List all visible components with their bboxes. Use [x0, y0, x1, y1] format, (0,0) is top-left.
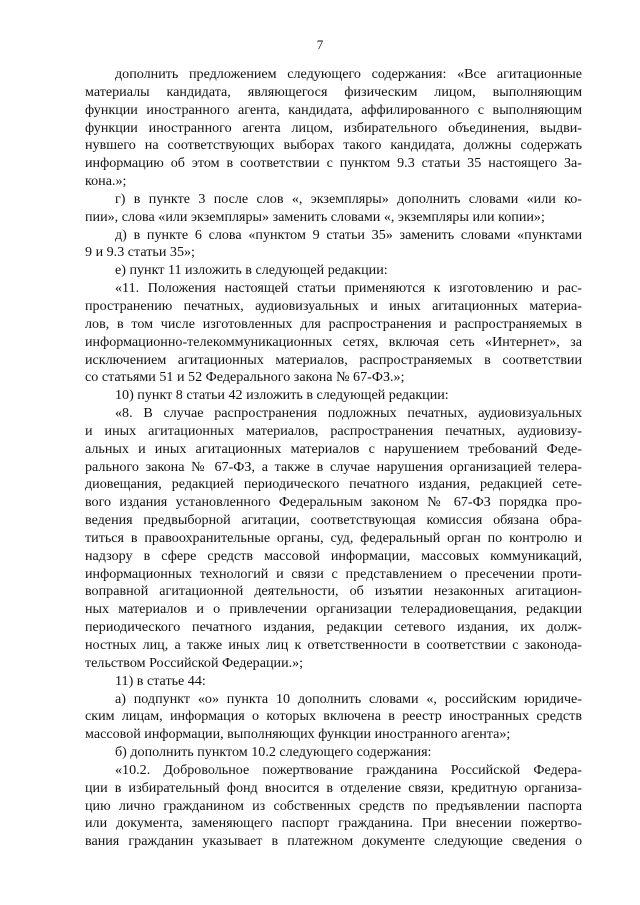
text-line: а) подпункт «о» пункта 10 дополнить словами «, российским юридиче- [115, 690, 582, 707]
text-line: лов, в том числе изготовленных для распространения и распространяемых в [85, 315, 582, 332]
text-line: титься в правоохранительные органы, суд, федеральный орган по контролю и [85, 529, 582, 546]
text-line: «8. В случае распространения подложных печатных, аудиовизуальных [115, 405, 582, 422]
document-body [85, 66, 582, 851]
text-line: материалы кандидата, являющегося физическим лицом, выполняющим [85, 83, 582, 100]
text-line: дополнить предложением следующего содержания: «Все агитационные [115, 66, 582, 82]
text-line: г) в пункте 3 после слов «, экземпляры» дополнить словами «или ко- [115, 190, 582, 207]
text-line: периодического печатного издания, редакции сетевого издания, их долж- [85, 619, 582, 636]
text-line: или документа, заменяющего паспорт гражданина. При внесении пожертво- [85, 815, 582, 832]
text-line: тельством Российской Федерации.»; [85, 654, 304, 671]
text-line: ским лицам, информация о которых включена в реестр иностранных средств [85, 708, 582, 725]
text-line: альных и иных агитационных материалов с нарушением требований Феде- [85, 440, 582, 457]
text-line: информацию об этом в соответствии с пунктом 9.3 статьи 35 настоящего За- [85, 155, 582, 172]
text-line: 11) в статье 44: [115, 672, 206, 689]
text-line: функции иностранного агента лицом, избирательного объединения, выдви- [85, 119, 582, 136]
text-line: 10) пункт 8 статьи 42 изложить в следующей редакции: [115, 387, 449, 404]
text-line: «10.2. Добровольное пожертвование гражданина Российской Федера- [115, 761, 582, 778]
text-line: пространению печатных, аудиовизуальных и иных агитационных материа- [85, 297, 582, 314]
text-line: нувшего на соответствующих выборах такого кандидата, должны содержать [85, 137, 582, 154]
text-line: кона.»; [85, 173, 127, 190]
text-line: массовой информации, выполняющих функции иностранного агента»; [85, 726, 511, 743]
text-line: и иных агитационных материалов, распространения печатных, аудиовизу- [85, 422, 582, 439]
text-line: ностных лиц, а также иных лиц к ответственности в соответствии с законода- [85, 637, 582, 653]
text-line: исключением агитационных материалов, распространяемых в соответствии [85, 351, 582, 368]
text-line: диовещания, редакцией периодического печатного издания, редакцией сете- [85, 476, 582, 493]
text-line: «11. Положения настоящей статьи применяются к изготовлению и рас- [115, 280, 582, 297]
text-line: функции иностранного агента, кандидата, аффилированного с выполняющим [85, 101, 582, 118]
text-line: ции в избирательный фонд вносится в отделение связи, кредитную организа- [85, 779, 582, 796]
text-line: ведения предвыборной агитации, соответствующая комиссия обязана обра- [85, 512, 582, 529]
text-line: надзору в сфере средств массовой информации, массовых коммуникаций, [85, 547, 582, 564]
text-line: со статьями 51 и 52 Федерального закона № 67-ФЗ.»; [85, 369, 405, 386]
text-line: рального закона № 67-ФЗ, а также в случае нарушения организацией телера- [85, 458, 582, 475]
text-line: е) пункт 11 изложить в следующей редакции: [115, 262, 388, 279]
page-number: 7 [316, 37, 324, 52]
text-line: ных материалов и о привлечении организации телерадиовещания, редакции [85, 601, 582, 618]
text-line: д) в пункте 6 слова «пунктом 9 статьи 35» заменить словами «пунктами [115, 226, 582, 243]
text-line: б) дополнить пунктом 10.2 следующего содержания: [115, 744, 432, 761]
text-line: воправной агитационной деятельности, об изъятии незаконных агитацион- [85, 583, 582, 600]
text-line: вания гражданин указывает в платежном документе следующие сведения о [85, 833, 582, 850]
text-line: информационных технологий и связи с представлением о пресечении проти- [85, 565, 582, 582]
text-line: информационно-телекоммуникационных сетях, включая сеть «Интернет», за [85, 333, 582, 350]
text-line: пии», слова «или экземпляры» заменить словами «, экземпляры или копии»; [85, 208, 545, 225]
text-line: вого издания установленного Федеральным законом № 67-ФЗ порядка про- [85, 494, 582, 511]
text-line: 9 и 9.3 статьи 35»; [85, 244, 195, 261]
text-line: цию лично гражданином из собственных средств по предъявлении паспорта [85, 797, 582, 814]
